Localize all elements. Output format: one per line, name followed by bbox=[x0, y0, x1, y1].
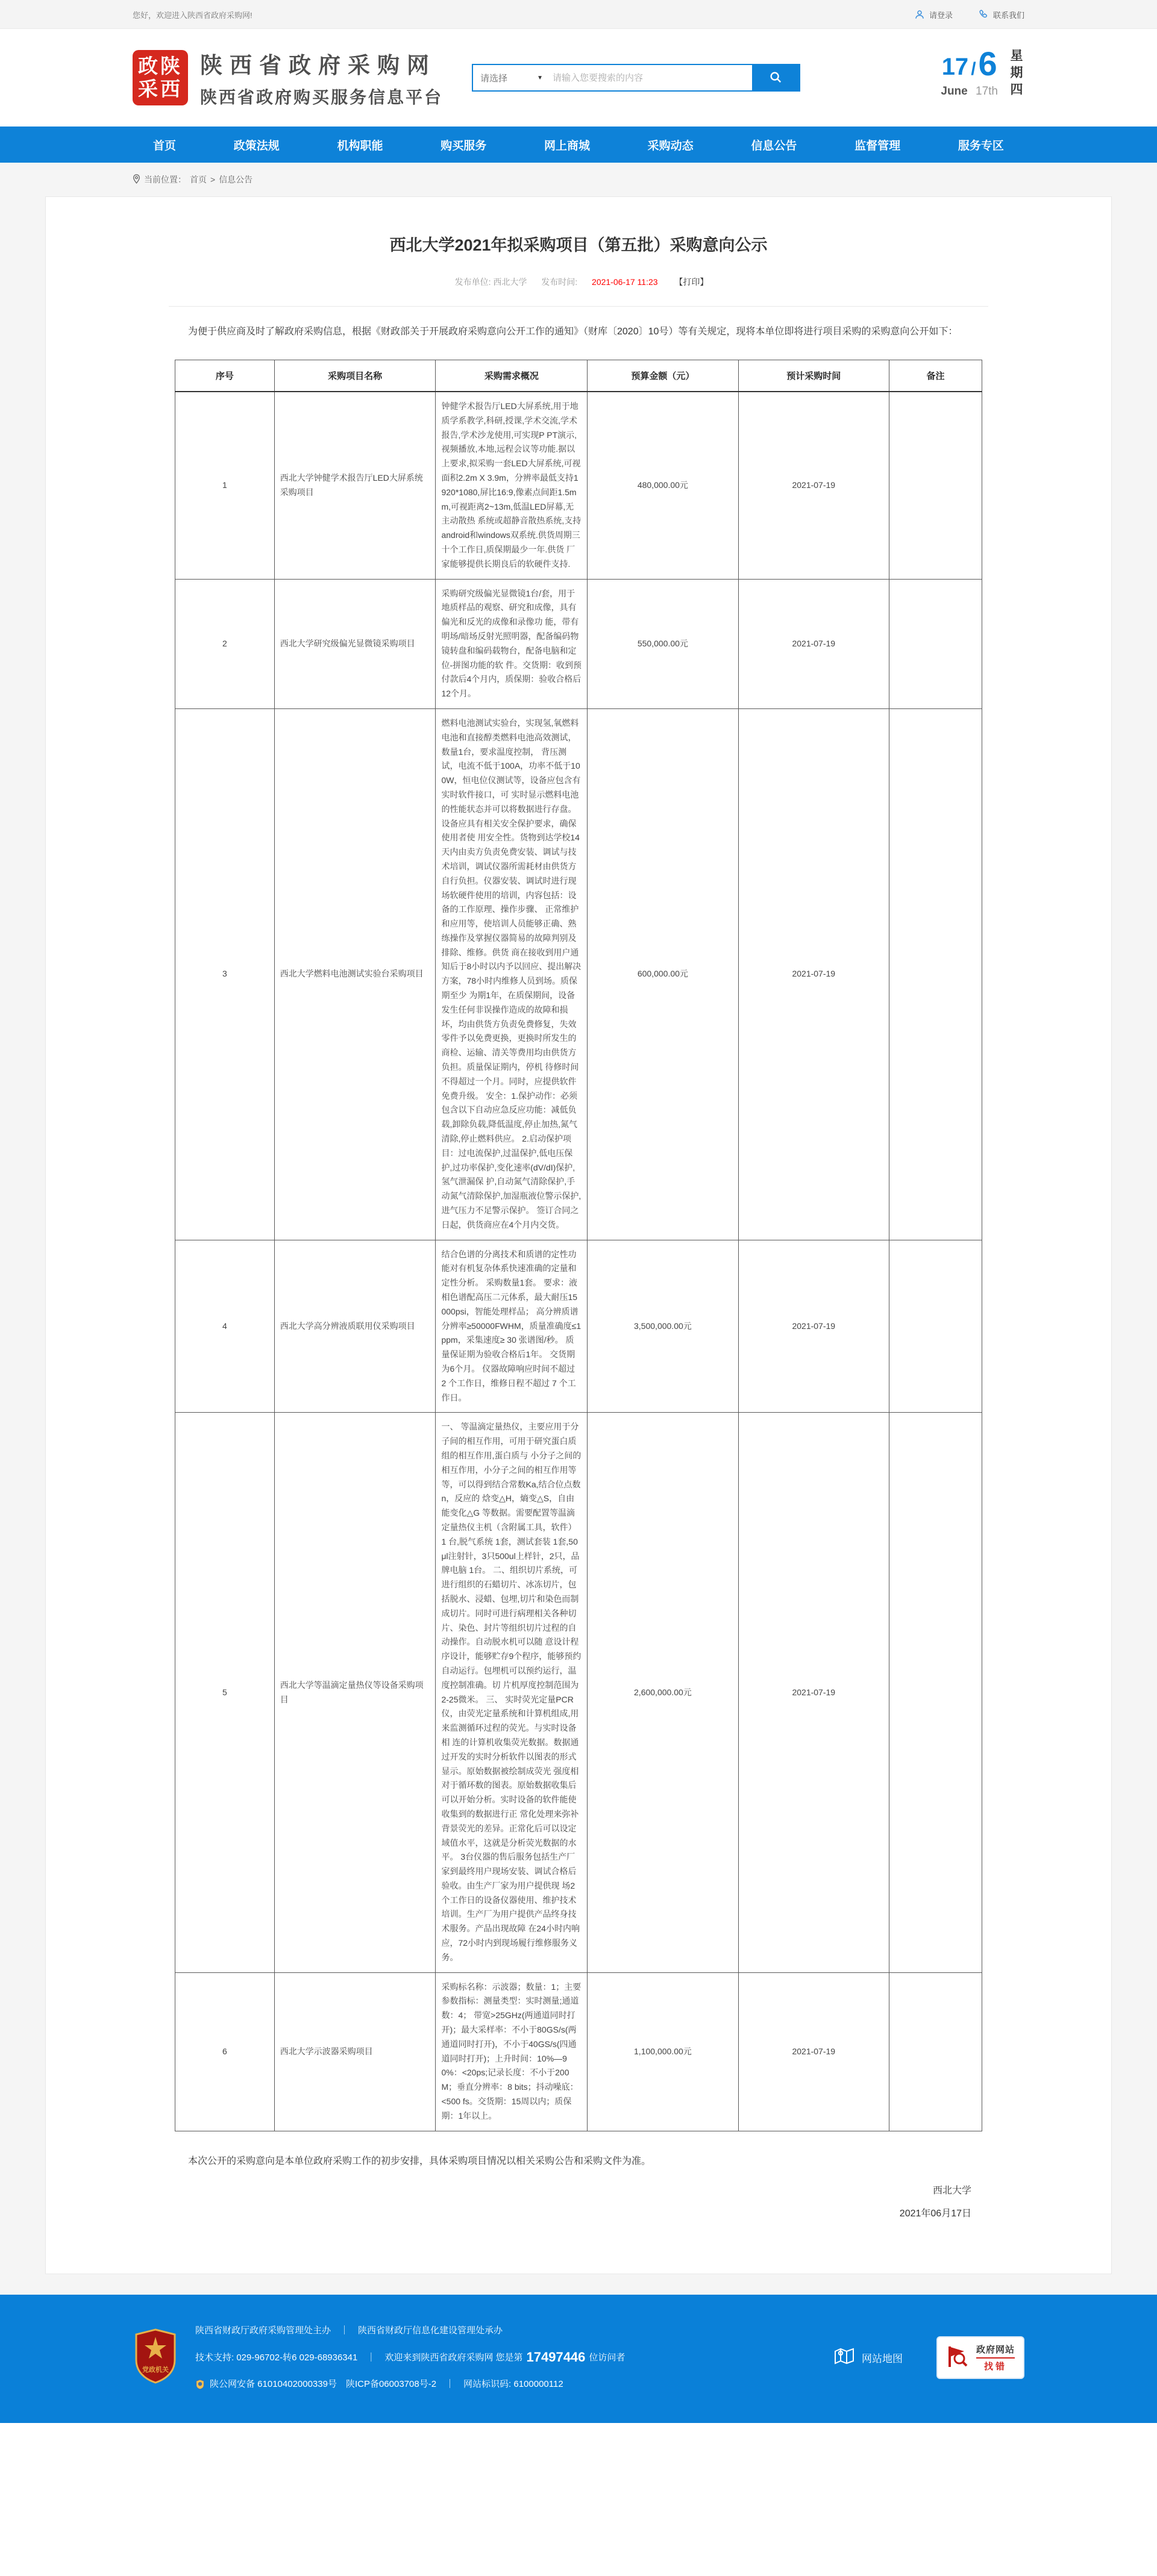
signature-block bbox=[169, 2180, 988, 2226]
sitemap-label: 网站地图 bbox=[861, 2353, 903, 2365]
table-row bbox=[175, 1413, 982, 1972]
publisher: 发布单位: 西北大学 bbox=[454, 277, 527, 287]
signature-date: 2021年06月17日 bbox=[899, 2209, 971, 2219]
party-government-emblem bbox=[133, 2328, 178, 2387]
contact-link[interactable] bbox=[978, 9, 1024, 20]
row-project-name: 西北大学示波器采购项目 bbox=[274, 1972, 436, 2131]
login-link[interactable] bbox=[914, 9, 953, 20]
logo-line1: 政陕 bbox=[138, 55, 183, 78]
row-seq: 4 bbox=[175, 1240, 275, 1413]
nav-item-announcements[interactable]: 信息公告 bbox=[751, 139, 797, 152]
row-seq: 3 bbox=[175, 708, 275, 1240]
date-separator: / bbox=[971, 59, 976, 80]
row-seq: 1 bbox=[175, 392, 275, 579]
footer-organizer-line: 陕西省财政厅政府采购管理处主办 ｜ 陕西省财政厅信息化建设管理处承办 bbox=[195, 2325, 503, 2336]
site-subtitle: 陕西省政府购买服务信息平台 bbox=[200, 88, 444, 107]
row-note bbox=[889, 392, 982, 579]
welcome-text: 您好，欢迎进入陕西省政府采购网! bbox=[133, 10, 252, 20]
row-project-name: 西北大学高分辨液质联用仪采购项目 bbox=[274, 1240, 436, 1413]
badge-top-label: 政府网站 bbox=[976, 2345, 1015, 2356]
row-project-name: 西北大学燃料电池测试实验台采购项目 bbox=[274, 708, 436, 1240]
location-pin-icon bbox=[133, 174, 140, 186]
site-footer bbox=[0, 2295, 1157, 2423]
footer-beian-text: 陕公网安备 61010402000339号 陕ICP备06003708号-2 ｜ 网站标识码: 6100000112 bbox=[210, 2379, 563, 2390]
row-project-name: 西北大学钟健学术报告厅LED大屏系统采购项目 bbox=[274, 392, 436, 579]
table-row bbox=[175, 708, 982, 1240]
search-category-select[interactable] bbox=[473, 65, 550, 90]
chevron-down-icon: ▼ bbox=[537, 74, 544, 81]
row-note bbox=[889, 1972, 982, 2131]
breadcrumb-separator: > bbox=[210, 175, 216, 184]
date-weekday: 星期四 bbox=[1009, 49, 1023, 99]
table-header-row bbox=[175, 360, 982, 392]
row-summary: 燃料电池测试实验台，实现氢,氧燃料电池和直接醇类燃料电池高效测试，数量1台，要求温度控制， 背压测试，电流不低于100A，功率不低于100W，恒电位仪测试等，设备应包含有实时软件接口，可 实时显示燃料电池的性能状态并可以将数据进行存盘。设备应具有相关安全保护要求，确保使用者使 用安全性。货物到达学校14天内由卖方负责免费安装、调试与技术培训，调试仪器所需耗材由供货方 自行负担。仪器安装、调试时进行现场软硬件使用的培训，内容包括：设备的工作原理、操作步骤、 正常维护和应用等，使培训人员能够正确、熟练操作及掌握仪器简易的故障判别及排除、维修。供货 商在接收到用户通知后于8小时以内予以回应、提出解决方案，78小时内维修人员到场。质保期至少 为期1年，在质保期间，设备发生任何非误操作造成的故障和损坏，均由供货方负责免费修复，失效 零件予以免费更换，更换时所发生的商检、运输、清关等费用均由供货方负担。质量保证期内，停机 待修时间不得超过一个月。同时，应提供软件免费升级。 安全：1.保护动作：必须包含以下自动应急反应功能：减低负载,卸除负载,降低温度,停止加热,氮气 清除,停止燃料供应。 2.启动保护项目：过电流保护,过温保护,低电压保护,过功率保护,变化速率(dV/dI)保护,氢气泄漏保 护,自动氮气清除保护,手动氮气清除保护,加湿瓶液位警示保护,进气压力不足警示保护。 签订合同之日起，供货商应在4个月内交货。 bbox=[436, 708, 588, 1240]
article-meta bbox=[169, 276, 988, 288]
row-note bbox=[889, 708, 982, 1240]
row-project-name: 西北大学研究级偏光显微镜采购项目 bbox=[274, 579, 436, 708]
row-seq: 6 bbox=[175, 1972, 275, 2131]
breadcrumb-current: 信息公告 bbox=[219, 175, 253, 184]
search-box bbox=[472, 64, 800, 92]
row-note bbox=[889, 1413, 982, 1972]
breadcrumb-strip bbox=[0, 163, 1157, 196]
row-seq: 2 bbox=[175, 579, 275, 708]
site-header bbox=[0, 29, 1157, 127]
nav-item-service-zone[interactable]: 服务专区 bbox=[958, 139, 1004, 152]
closing-paragraph: 本次公开的采购意向是本单位政府采购工作的初步安排，具体采购项目情况以相关采购公告和采购文件为准。 bbox=[188, 2156, 651, 2166]
nav-item-policies[interactable]: 政策法规 bbox=[233, 139, 280, 152]
row-summary: 一、 等温滴定量热仪，主要应用于分子间的相互作用，可用于研究蛋白质组的相互作用,蛋白质与 小分子之间的相互作用，小分子之间的相互作用等等，可以得到结合常数Ka,结合位点数n，反应的 焓变△H，熵变△S，自由能变化△G 等数据。需要配置等温滴定量热仪主机（含附属工具，软件） 1 台,脱气系统 1套，测试套装 1套,50μl注射针，3只500ul上样针，2只，品牌电脑 1台。 二、组织切片系统，可进行组织的石蜡切片、冰冻切片，包括脱水、浸蜡、包埋,切片和染色而制 成切片。同时可进行病理相关各种切片、染色、封片等组织切片过程的自动操作。自动脱水机可以随 意设计程序设计，能够贮存9个程序，能够预约自动运行。包埋机可以预约运行，温度控制准确。切 片机厚度控制范围为2-25微米。 三、 实时荧光定量PCR仪，由荧光定量系统和计算机组成,用来监测循环过程的荧光。与实时设备相 连的计算机收集荧光数据。数据通过开发的实时分析软件以图表的形式显示。原始数据被绘制成荧光 强度相对于循环数的图表。原始数据收集后可以开始分析。实时设备的软件能使收集到的数据进行正 常化处理来弥补背景荧光的差异。正常化后可以设定域值水平，这就是分析荧光数据的水平。 3台仪器的售后服务包括生产厂家到最终用户现场安装、调试合格后验收。由生产厂家为用户提供现 场2个工作日的设备仪器使用、维护技术培训。生产厂为用户提供产品终身技术服务。产品出现故障 在24小时内响应，72小时内到现场履行维修服务义务。 bbox=[436, 1413, 588, 1972]
breadcrumb-home[interactable]: 首页 bbox=[190, 175, 207, 184]
contact-label: 联系我们 bbox=[992, 10, 1024, 20]
search-input[interactable] bbox=[550, 65, 752, 90]
col-header-note: 备注 bbox=[889, 360, 982, 392]
row-time: 2021-07-19 bbox=[738, 579, 889, 708]
article-box bbox=[45, 196, 1112, 2274]
table-row bbox=[175, 1972, 982, 2131]
footer-support-line bbox=[195, 2342, 625, 2374]
breadcrumb bbox=[133, 163, 1024, 196]
row-time: 2021-07-19 bbox=[738, 1240, 889, 1413]
row-note bbox=[889, 579, 982, 708]
user-icon bbox=[914, 9, 925, 20]
row-project-name: 西北大学等温滴定量热仪等设备采购项目 bbox=[274, 1413, 436, 1972]
search-select-label: 请选择 bbox=[480, 73, 508, 84]
page-title: 西北大学2021年拟采购项目（第五批）采购意向公示 bbox=[389, 236, 768, 254]
nav-item-functions[interactable]: 机构职能 bbox=[337, 139, 383, 152]
row-budget: 600,000.00元 bbox=[588, 708, 738, 1240]
row-budget: 550,000.00元 bbox=[588, 579, 738, 708]
map-icon bbox=[834, 2346, 854, 2369]
login-label: 请登录 bbox=[929, 10, 953, 20]
breadcrumb-prefix: 当前位置： bbox=[144, 175, 186, 184]
publish-time-label: 发布时间: bbox=[541, 277, 578, 287]
nav-item-procurement-news[interactable]: 采购动态 bbox=[647, 139, 694, 152]
row-time: 2021-07-19 bbox=[738, 1413, 889, 1972]
sitemap-link[interactable] bbox=[834, 2346, 903, 2369]
row-seq: 5 bbox=[175, 1413, 275, 1972]
footer-beian-line bbox=[195, 2374, 625, 2395]
site-name: 陕西省政府采购网 bbox=[200, 53, 436, 78]
phone-icon bbox=[978, 9, 989, 20]
date-en-day: 17th bbox=[976, 85, 998, 98]
visit-counter: 17497446 bbox=[526, 2349, 586, 2365]
signature-org: 西北大学 bbox=[932, 2185, 971, 2196]
row-budget: 2,600,000.00元 bbox=[588, 1413, 738, 1972]
search-button[interactable] bbox=[752, 65, 799, 90]
date-month: 6 bbox=[978, 45, 997, 83]
row-budget: 1,100,000.00元 bbox=[588, 1972, 738, 2131]
row-summary: 钟健学术报告厅LED大屏系统,用于地质学系教学,科研,授课,学术交流,学术报告,学术沙龙使用,可实现P PT演示,视频播放,本地,远程会议等功能.据以上要求,拟采购一套LED大屏系统,可视面积2.2m X 3.9m，分辨率最低支持1920*1080,屏比16:9,像素点间距1.5mm,可视距离2~13m,低温LED屏幕,无主动散热 系统或超静音散热系统,支持android和windows双系统.供货周期三十个工作日,质保期最少一年.供货 厂家能够提供长期良后的软硬件支持. bbox=[436, 392, 588, 579]
row-time: 2021-07-19 bbox=[738, 1972, 889, 2131]
row-time: 2021-07-19 bbox=[738, 708, 889, 1240]
topbar bbox=[0, 0, 1157, 29]
main-nav bbox=[0, 127, 1157, 163]
nav-item-online-mall[interactable]: 网上商城 bbox=[544, 139, 590, 152]
row-summary: 采购标名称：示波器；数量：1；主要参数指标：测量类型：实时测量;通道数：4； 带宽>25GHz(两通道同时打开)；最大采样率：不小于80GS/s(两通道同时打开)，不小于40GS/s(四通道同时打开)；上升时间：10%—90%：<20ps;记录长度：不小于200 M；垂直分辨率：8 bits；抖动噪底：<500 fs。交货期：15周以内；质保期：1年以上。 bbox=[436, 1972, 588, 2131]
footer-support-post: 位访问者 bbox=[589, 2352, 626, 2363]
table-row bbox=[175, 392, 982, 579]
procurement-intent-table bbox=[175, 360, 982, 2131]
row-budget: 480,000.00元 bbox=[588, 392, 738, 579]
intro-paragraph: 为便于供应商及时了解政府采购信息，根据《财政部关于开展政府采购意向公开工作的通知》（财库〔2020〕10号）等有关规定，现将本单位即将进行项目采购的采购意向公开如下： bbox=[188, 327, 958, 337]
row-budget: 3,500,000.00元 bbox=[588, 1240, 738, 1413]
col-header-name: 采购项目名称 bbox=[274, 360, 436, 392]
nav-item-purchase-services[interactable]: 购买服务 bbox=[441, 139, 487, 152]
nav-item-supervision[interactable]: 监督管理 bbox=[854, 139, 901, 152]
gov-site-error-report-badge[interactable] bbox=[936, 2336, 1024, 2379]
meta-divider bbox=[169, 306, 988, 307]
publish-time: 2021-06-17 11:23 bbox=[592, 277, 658, 287]
row-summary: 结合色谱的分离技术和质谱的定性功能对有机复杂体系快速准确的定量和定性分析。 采购数量1套。 要求：液相色谱配高压二元体系，最大耐压15000psi，智能处理样品； 高分辨质谱分辨率≥50000FWHM，质量准确度≤1ppm，采集速度≥ 30 张谱图/秒。 质量保证期为验收合格后1年。 交货期为6个月。 仪器故障响应时间不超过 2 个工作日，维修日程不超过 7 个工作日。 bbox=[436, 1240, 588, 1413]
date-en-month: June bbox=[941, 85, 968, 98]
table-row bbox=[175, 1240, 982, 1413]
site-logo[interactable] bbox=[133, 50, 188, 105]
col-header-summary: 采购需求概况 bbox=[436, 360, 588, 392]
logo-line2: 采西 bbox=[138, 78, 183, 100]
badge-bottom-label: 找错 bbox=[976, 2357, 1015, 2372]
col-header-seq: 序号 bbox=[175, 360, 275, 392]
row-note bbox=[889, 1240, 982, 1413]
search-icon bbox=[769, 70, 782, 86]
nav-item-home[interactable]: 首页 bbox=[153, 139, 177, 152]
table-row bbox=[175, 579, 982, 708]
col-header-budget: 预算金额（元） bbox=[588, 360, 738, 392]
date-day: 17 bbox=[941, 54, 969, 81]
print-button[interactable]: 【打印】 bbox=[674, 277, 709, 287]
date-widget bbox=[941, 45, 1024, 107]
row-summary: 采购研究级偏光显微镜1台/套，用于地质样品的观察、研究和成像，具有偏光和反光的成像和录像功 能，带有明场/暗场反射光照明器，配备编码物镜转盘和编码载物台，配备电脑和定位-拼图功能的软 件。交货期：收到预付款后4个月内，质保期：验收合格后12个月。 bbox=[436, 579, 588, 708]
footer-support-pre: 技术支持: 029-96702-转6 029-68936341 ｜ 欢迎来到陕西省政府采购网 您是第 bbox=[195, 2352, 523, 2363]
police-badge-icon bbox=[195, 2379, 205, 2390]
row-time: 2021-07-19 bbox=[738, 392, 889, 579]
col-header-time: 预计采购时间 bbox=[738, 360, 889, 392]
svg-text:党政机关: 党政机关 bbox=[142, 2366, 169, 2374]
flag-magnifier-icon bbox=[946, 2344, 970, 2371]
